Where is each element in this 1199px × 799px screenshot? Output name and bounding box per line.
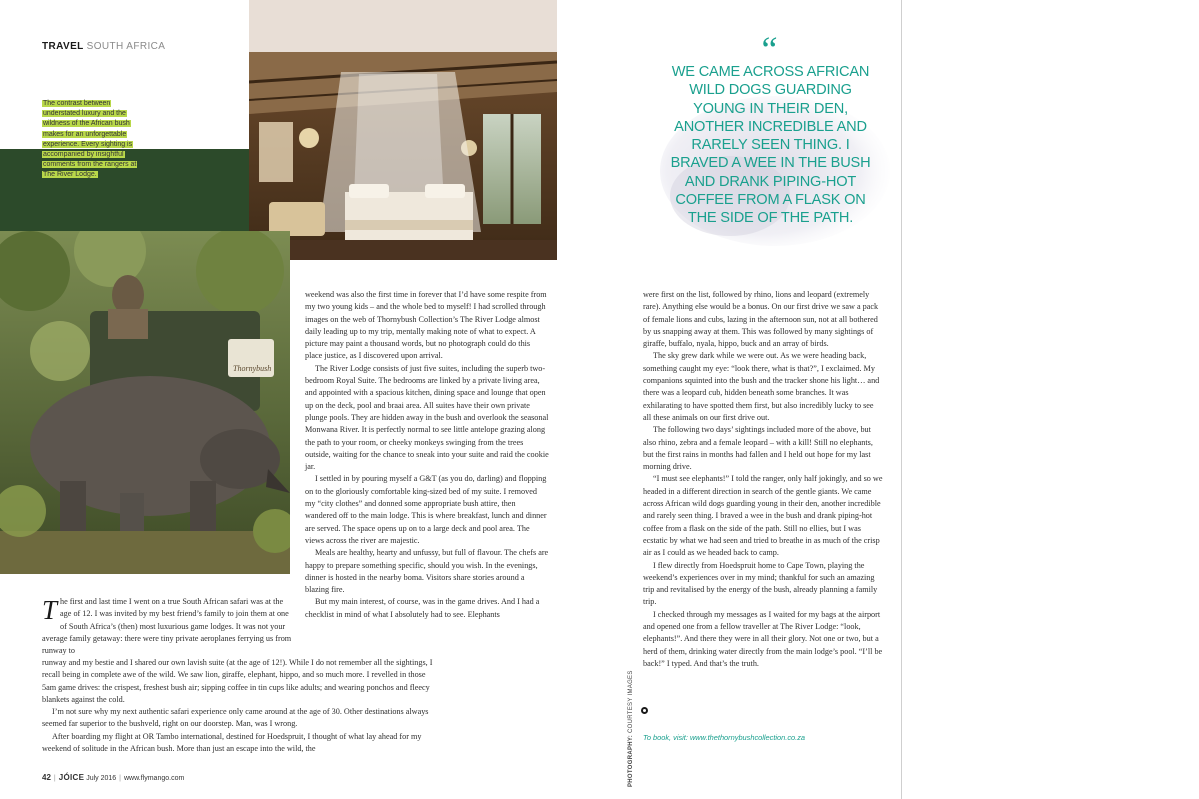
paragraph: I settled in by pouring myself a G&T (as you do, darling) and flopping on to the gloriously comfortable king-sized bed of my suite. I removed my “city clothes” and donned some appropriate bush attire, then wandered off to the main lodge. This is where breakfast, lunch and dinner are served. The space opens up on to a large deck and pool area. The views across the river are majestic. <box>305 474 547 545</box>
paragraph: The following two days’ sightings included more of the above, but also rhino, zebra and a female leopard – with a kill! Still no elephants, but the first rains in months had fallen and I held out hope for my last morning drive. <box>643 425 873 472</box>
photo-caption: The contrast between understated luxury and the wildness of the African bush makes for an unforgettable experience. Every sighting is accompanied by insightful comments from the rangers at The River Lodge. <box>43 100 137 179</box>
issue-date: July 2016 <box>86 775 117 782</box>
section-subtitle: SOUTH AFRICA <box>86 41 166 52</box>
article-column-middle <box>305 289 549 621</box>
pullquote: WE CAME ACROSS AFRICAN WILD DOGS GUARDING YOUNG IN THEIR DEN, ANOTHER INCREDIBLE AND RARELY SEEN THING. I BRAVED A WEE IN THE BUSH AND DRANK PIPING-HOT COFFEE FROM A FLASK ON THE SIDE OF THE PATH. <box>670 64 871 227</box>
article-column-right <box>643 289 883 670</box>
end-mark-icon <box>641 707 648 714</box>
intro-text: he first and last time I went on a true South African safari was at the age of 12. I was invited by my best friend’s family to join them at one of South Africa’s (then) most luxurious game lodges. It was not your average family getaway: there were tiny private aeroplanes ferrying us from runway to <box>42 597 292 656</box>
page-folio: 42 | JÓICE July 2016 | www.flymango.com <box>42 773 185 782</box>
paragraph: I checked through my messages as I waited for my bags at the airport and opened one from a fellow traveller at The River Lodge: “look, elephants!”. And there they were in all their glory. Not one or two, but a herd of them, drinking water directly from the main lodge’s pool. “I’ll be back!” I typed. And that’s the truth. <box>643 609 883 668</box>
paragraph: weekend was also the first time in forever that I’d have some respite from my two young kids – and the whole bed to myself! I had scrolled through images on the web of Thornybush Collection’s The River Lodge almost daily leading up to my trip, mentally making note of what to expect. A picture may paint a thousand words, but no photograph could do this place justice, as I discovered upon arrival. <box>305 290 547 361</box>
outside-area <box>902 0 1199 799</box>
website-url[interactable]: www.flymango.com <box>124 775 185 782</box>
paragraph: “I must see elephants!” I told the ranger, only half jokingly, and so we headed in a different direction in search of the gentle giants. We came across African wild dogs guarding young in their den, another incredible and rarely seen thing. I braved a wee in the bush and drank piping-hot coffee from a flask on the side of the path. Still no ellies, but I was ecstatic by what we had seen and tried to breathe in as much of the crisp air as I could as we headed back to camp. <box>643 474 883 558</box>
paragraph: Meals are healthy, hearty and unfussy, but full of flavour. The chefs are happy to prepare something specific, should you wish. In the evenings, dinner is hosted in the nearby boma. Visitors share stories around a blazing fire. <box>305 548 549 595</box>
bedroom-photo <box>249 52 557 260</box>
rhino-illustration <box>0 231 290 574</box>
paragraph: I flew directly from Hoedspruit home to Cape Town, playing the weekend’s experiences over in my mind; thankful for such an amazing trip and revitalised by the energy of the bush, already planning a family trip. <box>643 560 878 607</box>
article-intro-narrow <box>42 596 292 657</box>
drop-cap: T <box>42 595 58 625</box>
page-number: 42 <box>42 773 51 782</box>
rhino-photo <box>0 231 290 574</box>
vehicle-sign-text: Thornybush <box>233 364 272 373</box>
paragraph: After boarding my flight at OR Tambo international, destined for Hoedspruit, I thought of what lay ahead for my weekend of solitude in the African bush. More than just an escape into the wild, the <box>42 731 422 754</box>
section-title: TRAVEL <box>42 41 84 52</box>
magazine-brand: JÓICE <box>58 773 85 782</box>
article-intro-wide <box>42 657 439 755</box>
paragraph: The sky grew dark while we were out. As we were heading back, something caught my eye: “look there, what is that?”, I exclaimed. My companions squinted into the bush and the tracker shone his light… and there was a leopard cub, hidden beneath some branches. It was exhilarating to have spotted them first, but also incredibly lucky to see all these animals on our first drive out. <box>643 351 880 422</box>
booking-link[interactable]: To book, visit: www.thethornybushcollection.co.za <box>643 733 805 742</box>
section-header <box>42 41 165 52</box>
paragraph: But my main interest, of course, was in the game drives. And I had a checklist in mind of what I absolutely had to see. Elephants <box>305 597 540 619</box>
paragraph: I’m not sure why my next authentic safari experience only came around at the age of 30. Other destinations always seemed far superior to the bushveld, right on our doorstep. Man, was I wrong. <box>42 707 429 729</box>
photo-top-band <box>249 0 557 52</box>
quote-mark-icon: “ <box>758 29 779 69</box>
bedroom-illustration <box>249 52 557 260</box>
photo-credit: PHOTOGRAPHY: COURTESY IMAGES <box>628 670 634 787</box>
paragraph: were first on the list, followed by rhino, lions and leopard (extremely rare). Anything else would be a bonus. On our first drive we saw a pack of female lions and cubs, lazing in the afternoon sun, not at all bothered by us snapping away at them. This was followed by many sightings of giraffe, buffalo, nyala, hippo, buck and an array of birds. <box>643 290 879 349</box>
paragraph: runway and my bestie and I shared our own lavish suite (at the age of 12!). While I do not remember all the sightings, I recall being in complete awe of the wild. We saw lion, giraffe, elephant, hippo, and so much more. I revelled in those 5am game drives: the crispest, freshest bush air; sipping coffee in tin cups like adults; and wearing ponchos and fleecy blankets against the cold. <box>42 658 433 704</box>
paragraph: The River Lodge consists of just five suites, including the superb two-bedroom Royal Suite. The bedrooms are linked by a private living area, and appointed with a spacious kitchen, dining space and lounge that open up on the deck, pool and braai area. All suites have their own private plunge pools. They are hidden away in the bush and overlook the seasonal Monwana River. It is perfectly normal to see little antelope grazing along the path to your room, or cheeky monkeys swinging from the trees outside, waiting for the chance to sneak into your suite and raid the cookie jar. <box>305 363 549 472</box>
